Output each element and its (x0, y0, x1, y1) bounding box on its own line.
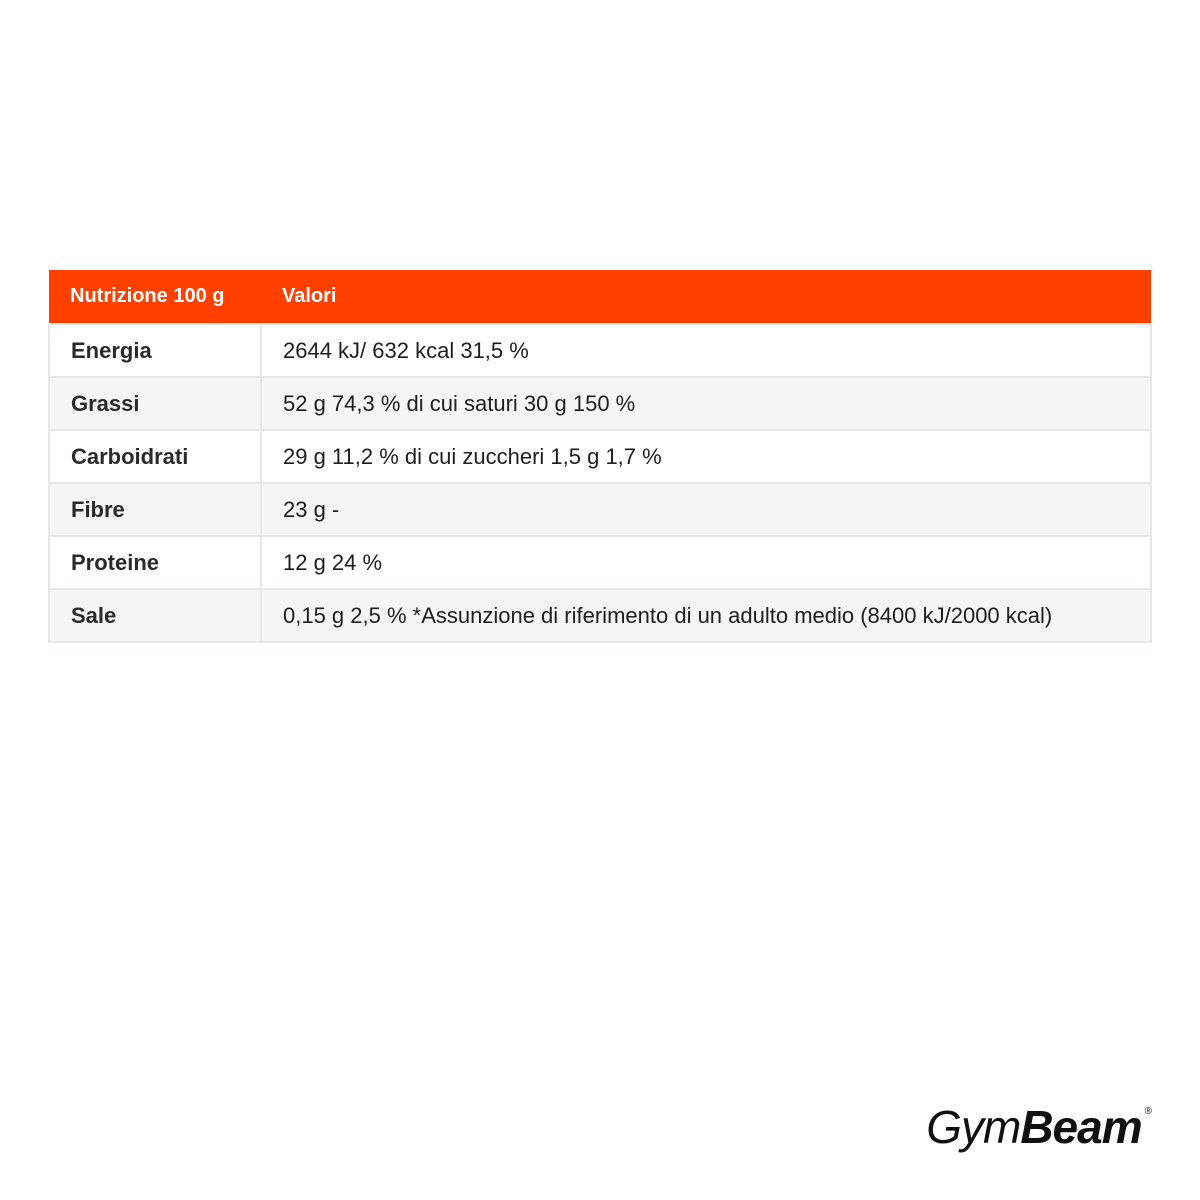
row-label-fibre: Fibre (49, 483, 261, 536)
row-label-carbs: Carboidrati (49, 430, 261, 483)
row-label-salt: Sale (49, 589, 261, 642)
header-row (49, 270, 1151, 324)
row-value-carbs: 29 g 11,2 % di cui zuccheri 1,5 g 1,7 % (261, 430, 1151, 483)
row-label-energy: Energia (49, 324, 261, 377)
row-value-fibre: 23 g - (261, 483, 1151, 536)
table-row (49, 430, 1151, 483)
header-values: Valori (282, 285, 337, 307)
table-header (49, 270, 1151, 324)
table-row (49, 483, 1151, 536)
row-value-protein: 12 g 24 % (261, 536, 1151, 589)
table-row (49, 589, 1151, 642)
row-value-fats: 52 g 74,3 % di cui saturi 30 g 150 % (261, 377, 1151, 430)
table-row (49, 536, 1151, 589)
row-label-protein: Proteine (49, 536, 261, 589)
header-nutrition: Nutrizione 100 g (70, 285, 225, 307)
row-label-fats: Grassi (49, 377, 261, 430)
table-row (49, 324, 1151, 377)
row-value-energy: 2644 kJ/ 632 kcal 31,5 % (261, 324, 1151, 377)
table-body (49, 324, 1151, 642)
nutrition-table-container (48, 270, 1152, 643)
row-value-salt: 0,15 g 2,5 % *Assunzione di riferimento di un adulto medio (8400 kJ/2000 kcal) (261, 589, 1151, 642)
logo-text-gym: Gym (926, 1101, 1021, 1153)
registered-mark: ® (1144, 1106, 1152, 1117)
nutrition-table (48, 270, 1152, 643)
table-row (49, 377, 1151, 430)
logo-text-beam: Beam (1020, 1101, 1142, 1153)
gymbeam-logo (926, 1100, 1152, 1160)
